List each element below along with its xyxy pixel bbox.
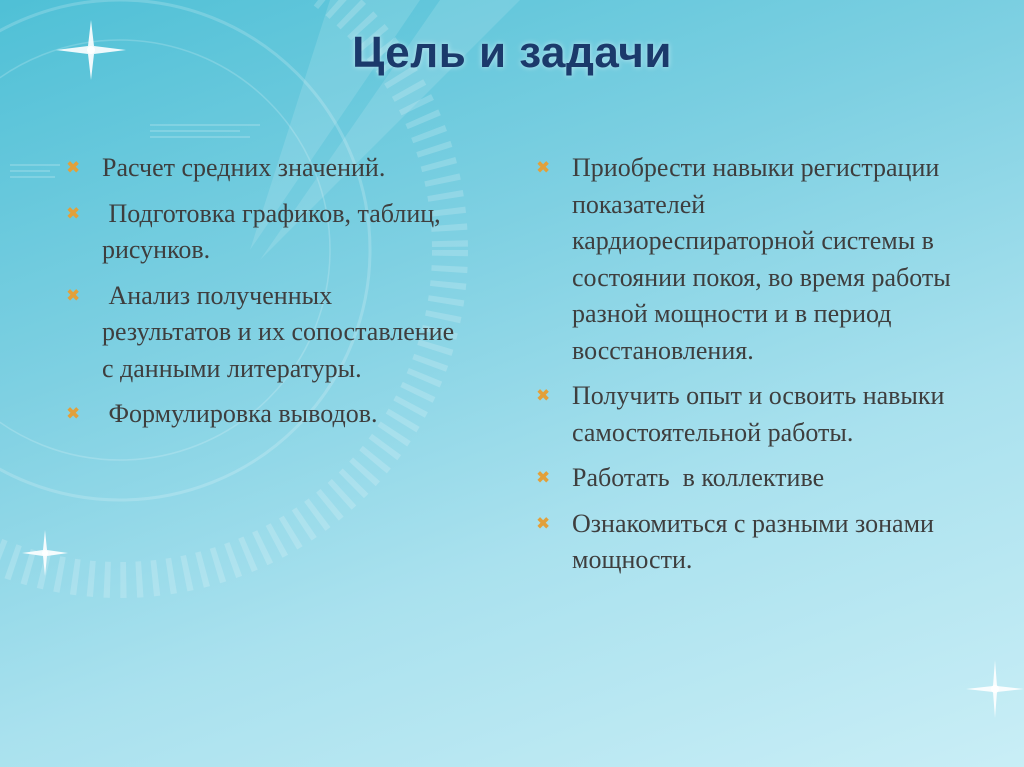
bullet-x-icon: ✖	[536, 513, 551, 534]
list-item-text: Расчет средних значений.	[102, 153, 386, 182]
list-item-text: Подготовка графиков, таблиц, рисунков.	[102, 198, 448, 264]
right-column	[534, 150, 958, 588]
goals-list-right	[534, 150, 958, 579]
list-item-text: Ознакомиться с разными зонами мощности.	[572, 508, 941, 574]
bullet-x-icon: ✖	[66, 404, 81, 424]
list-item	[534, 506, 954, 579]
list-item-text: Приобрести навыки регистрации показателей кардиореспираторной системы в состоянии покоя, во время работы разной мощности и в период восстановления.	[572, 153, 958, 365]
slide-title: Цель и задачи	[352, 28, 672, 77]
list-item-text: Анализ полученных результатов и их сопоставление с данными литературы.	[102, 280, 461, 383]
list-item	[534, 150, 958, 369]
bullet-x-icon: ✖	[66, 158, 81, 178]
list-item-text: Работать в коллективе	[572, 463, 825, 492]
list-item	[64, 278, 464, 388]
bullet-x-icon: ✖	[536, 386, 551, 406]
list-item	[64, 396, 464, 433]
left-column	[64, 150, 464, 442]
list-item	[64, 150, 464, 187]
bullet-x-icon: ✖	[66, 285, 81, 306]
list-item	[534, 378, 958, 451]
bullet-x-icon: ✖	[66, 203, 81, 224]
list-item	[534, 460, 954, 497]
bullet-x-icon: ✖	[536, 468, 551, 488]
list-item-text: Формулировка выводов.	[102, 399, 378, 428]
goals-list-left	[64, 150, 464, 433]
list-item	[64, 196, 464, 269]
sparkle-icon	[966, 660, 1024, 718]
sparkle-icon	[22, 530, 68, 576]
bullet-x-icon: ✖	[536, 158, 551, 178]
list-item-text: Получить опыт и освоить навыки самостоятельной работы.	[572, 381, 958, 447]
